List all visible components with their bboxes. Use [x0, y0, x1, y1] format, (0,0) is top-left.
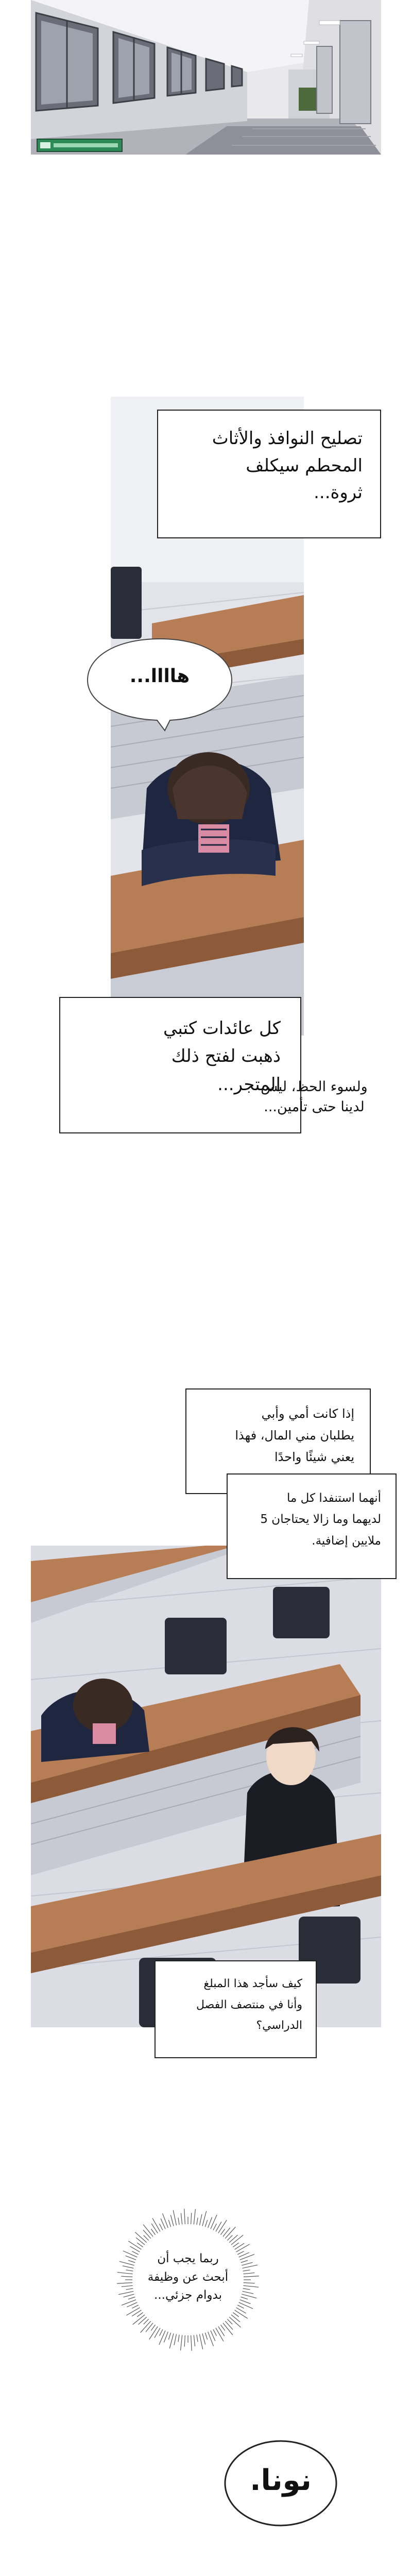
sigh-text: هاااا...: [129, 666, 190, 687]
burst-line: [123, 2251, 137, 2257]
burst-line: [243, 2270, 250, 2271]
caption-box-semester: [154, 1960, 317, 2058]
burst-line: [243, 2273, 254, 2274]
burst-line: [126, 2308, 140, 2315]
thought-line: ربما يجب أن: [157, 2252, 219, 2265]
burst-line: [178, 2335, 179, 2342]
caption-line: لديهما وما زالا يحتاجان 5: [260, 1513, 381, 1527]
narration-line: ولسوء الحظ، ليس: [261, 1079, 368, 1095]
burst-line: [143, 2230, 151, 2238]
caption-line: كيف سأجد هذا المبلغ: [203, 1977, 302, 1990]
burst-line: [227, 2235, 232, 2241]
burst-line: [184, 2209, 185, 2224]
caption-line: تصليح النوافذ والأثاث: [212, 428, 363, 449]
burst-line: [118, 2291, 133, 2294]
burst-line: [227, 2319, 232, 2324]
burst-line: [229, 2317, 241, 2327]
caption-line: الدراسي؟: [256, 2019, 302, 2032]
burst-line: [181, 2213, 182, 2225]
burst-line: [119, 2261, 134, 2265]
burst-line: [138, 2317, 146, 2325]
burst-line: [220, 2229, 225, 2234]
caption-box-five-million: [227, 1473, 397, 1579]
classroom-panel-2: [31, 1546, 381, 2027]
burst-line: [243, 2291, 254, 2294]
burst-line: [241, 2260, 248, 2262]
burst-line: [220, 2325, 225, 2330]
burst-line: [168, 2220, 170, 2227]
burst-line: [240, 2255, 254, 2260]
caption-line: ثروة...: [314, 482, 363, 503]
burst-line: [137, 2243, 143, 2247]
caption-line: ملايين إضافية.: [312, 1534, 381, 1548]
caption-line: وأنا في منتصف الفصل: [196, 1998, 302, 2011]
burst-line: [135, 2232, 146, 2243]
burst-line: [191, 2335, 192, 2351]
burst-line: [208, 2332, 214, 2346]
corridor-panel: [31, 0, 381, 155]
burst-line: [211, 2215, 217, 2229]
burst-line: [242, 2294, 256, 2298]
caption-line: إذا كانت أمي وأبي: [261, 1406, 354, 1421]
caption-line: المحطم سيكلف: [246, 455, 363, 476]
burst-line: [197, 2335, 198, 2342]
burst-line: [233, 2243, 238, 2247]
burst-line: [126, 2289, 133, 2290]
nuna-text: نونا.: [250, 2464, 312, 2497]
burst-line: [122, 2285, 133, 2286]
burst-line: [132, 2310, 141, 2316]
burst-line: [244, 2276, 259, 2277]
burst-line: [173, 2210, 176, 2225]
thought-burst: [116, 2208, 260, 2352]
burst-line: [216, 2222, 221, 2231]
burst-line: [178, 2218, 179, 2225]
burst-line: [117, 2273, 133, 2274]
burst-line: [174, 2334, 177, 2346]
burst-line: [235, 2310, 248, 2318]
burst-line: [243, 2265, 258, 2268]
burst-line: [243, 2285, 259, 2287]
burst-line: [239, 2302, 253, 2309]
burst-line: [205, 2333, 207, 2340]
nuna-bubble: [221, 2437, 340, 2530]
burst-line: [181, 2335, 182, 2350]
burst-line: [231, 2235, 243, 2245]
burst-line: [163, 2213, 168, 2228]
caption-line: كل عائدات كتبي: [163, 1018, 281, 1039]
burst-line: [123, 2266, 134, 2268]
burst-line: [160, 2329, 163, 2335]
burst-line: [218, 2327, 225, 2336]
narration-line: لدينا حتى تأمين...: [264, 1099, 365, 1115]
burst-line: [243, 2289, 250, 2290]
burst-line: [241, 2297, 248, 2299]
burst-line: [159, 2331, 165, 2345]
burst-line: [229, 2235, 237, 2243]
burst-line: [191, 2213, 192, 2224]
burst-line: [233, 2312, 238, 2316]
burst-line: [154, 2328, 160, 2338]
burst-line: [223, 2323, 233, 2335]
burst-line: [160, 2224, 163, 2230]
thought-line: بدوام جزئي...: [154, 2289, 222, 2302]
burst-line: [137, 2312, 143, 2316]
caption-box-repair-cost: [157, 410, 381, 538]
burst-line: [194, 2335, 195, 2346]
burst-line: [218, 2220, 227, 2233]
burst-line: [164, 2332, 168, 2343]
sigh-bubble: [82, 634, 237, 732]
burst-line: [144, 2319, 149, 2324]
burst-line: [132, 2305, 138, 2308]
burst-line: [152, 2218, 160, 2231]
burst-line: [151, 2224, 158, 2233]
burst-line: [169, 2333, 174, 2348]
burst-line: [168, 2333, 170, 2340]
burst-line: [143, 2225, 153, 2236]
burst-line: [126, 2270, 133, 2271]
burst-line: [202, 2333, 205, 2344]
burst-line: [149, 2327, 158, 2340]
burst-line: [199, 2334, 202, 2349]
caption-line: المتجر...: [217, 1074, 281, 1095]
narration-insurance: [237, 1077, 391, 1117]
burst-line: [126, 2256, 136, 2260]
burst-line: [208, 2217, 212, 2228]
burst-line: [197, 2218, 198, 2225]
burst-line: [223, 2228, 230, 2236]
thought-line: أبحث عن وظيفة: [147, 2270, 229, 2284]
burst-line: [235, 2243, 244, 2249]
burst-line: [121, 2276, 132, 2277]
burst-line: [151, 2229, 155, 2234]
burst-line: [236, 2308, 246, 2313]
burst-line: [144, 2235, 149, 2241]
burst-line: [128, 2241, 141, 2249]
burst-line: [242, 2262, 252, 2265]
classroom-illustration-2: [31, 1546, 381, 2027]
burst-line: [136, 2238, 145, 2245]
corridor-illustration: [31, 0, 381, 155]
burst-line: [122, 2300, 136, 2306]
burst-line: [237, 2305, 244, 2308]
burst-line: [133, 2315, 145, 2325]
burst-line: [117, 2283, 132, 2284]
burst-line: [199, 2214, 202, 2226]
burst-line: [205, 2220, 207, 2227]
burst-line: [184, 2335, 185, 2347]
burst-line: [151, 2325, 155, 2330]
burst-line: [141, 2321, 151, 2332]
caption-line: ذهبت لفتح ذلك: [171, 1046, 281, 1067]
burst-line: [128, 2297, 135, 2299]
burst-line: [231, 2315, 240, 2322]
burst-line: [170, 2215, 174, 2226]
burst-line: [225, 2227, 235, 2238]
caption-line: أنهما استنفدا كل ما: [287, 1492, 381, 1505]
burst-line: [240, 2300, 251, 2304]
burst-line: [146, 2323, 153, 2332]
burst-line: [128, 2260, 135, 2262]
burst-line: [213, 2329, 216, 2335]
burst-line: [202, 2211, 207, 2226]
caption-line: يعني شيئًا واحدًا: [274, 1450, 354, 1464]
burst-line: [216, 2328, 224, 2342]
burst-line: [213, 2224, 216, 2230]
burst-line: [225, 2321, 233, 2329]
burst-line: [194, 2209, 195, 2225]
caption-line: يطلبان مني المال، فهذا: [235, 1428, 354, 1443]
burst-line: [123, 2294, 134, 2297]
thought-text: [136, 2250, 239, 2305]
